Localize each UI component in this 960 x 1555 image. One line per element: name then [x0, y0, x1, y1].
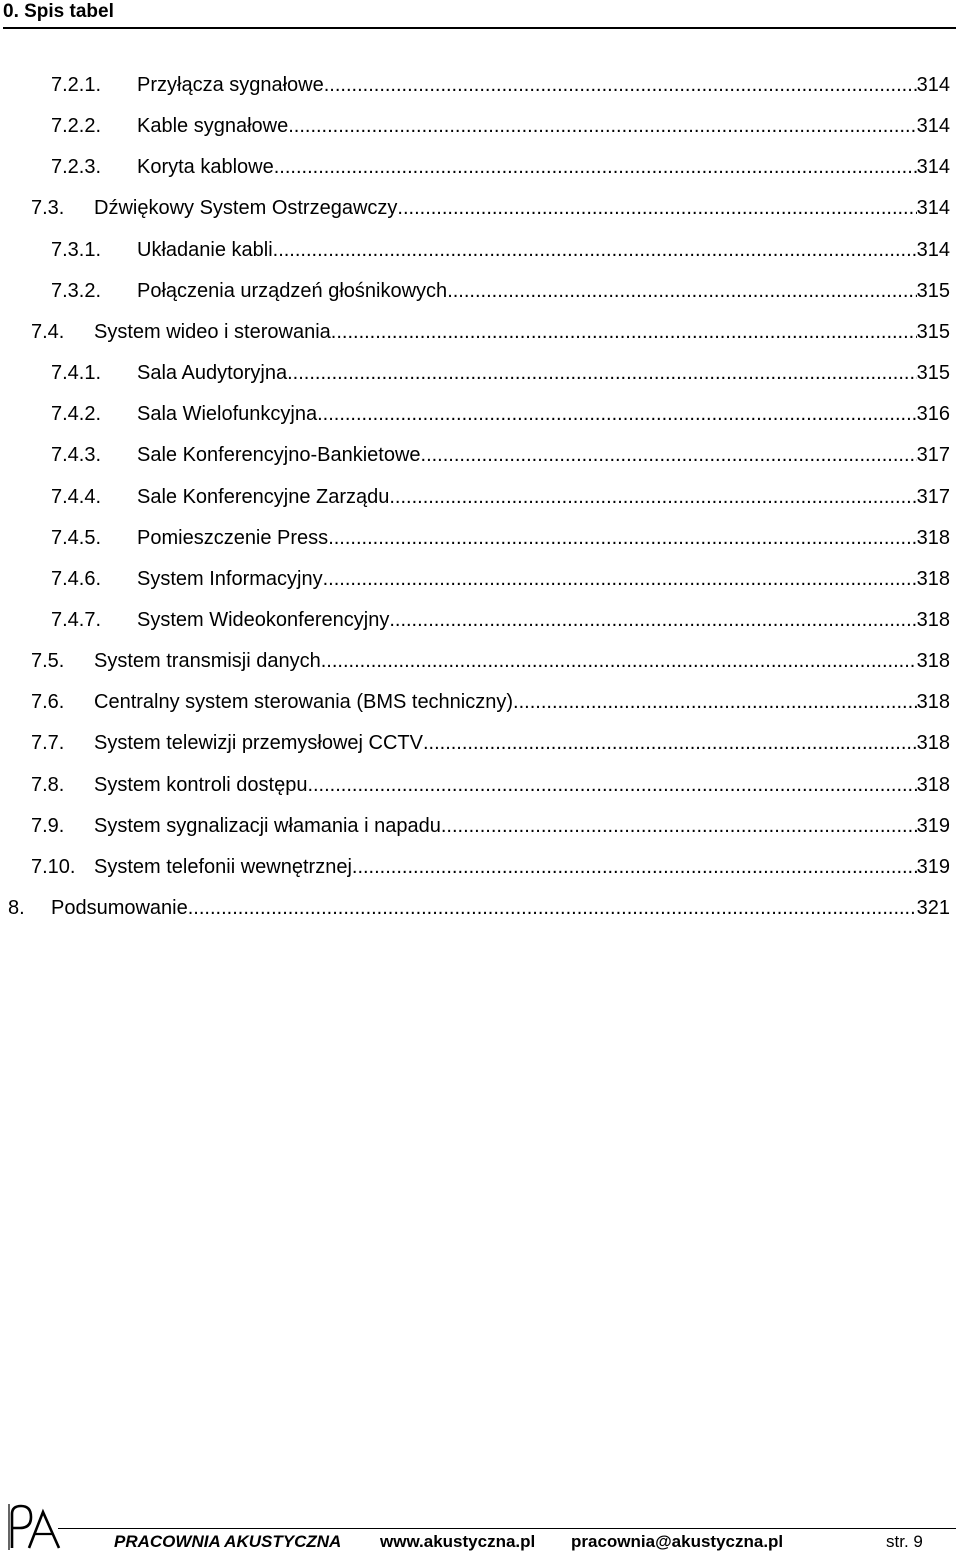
pracownia-logo [3, 1500, 69, 1552]
toc-dot-leader [513, 688, 917, 716]
toc-entry-number: 8. [8, 897, 25, 919]
toc-entry-leader-line [137, 71, 950, 99]
toc-entry[interactable] [0, 112, 960, 140]
toc-entry-title: System telefonii wewnętrznej [94, 853, 352, 881]
toc-entry-number: 7.9. [31, 815, 65, 837]
toc-entry-title: Układanie kabli [137, 236, 273, 264]
toc-dot-leader [274, 153, 917, 181]
toc-entry-page: 315 [917, 318, 950, 346]
toc-entry-page: 318 [917, 524, 950, 552]
toc-entry-page: 319 [917, 853, 950, 881]
toc-entry[interactable] [0, 771, 960, 799]
toc-entry-leader-line [137, 359, 950, 387]
toc-entry[interactable] [0, 153, 960, 181]
toc-entry-page: 314 [917, 112, 950, 140]
toc-dot-leader [273, 236, 917, 264]
toc-dot-leader [307, 771, 916, 799]
header-divider [3, 27, 956, 29]
toc-dot-leader [421, 441, 917, 469]
toc-entry-number: 7.3.1. [51, 239, 102, 261]
toc-entry-title: Koryta kablowe [137, 153, 274, 181]
toc-entry-number: 7.2.1. [51, 74, 102, 96]
toc-dot-leader [423, 729, 917, 757]
toc-entry[interactable] [0, 524, 960, 552]
toc-entry-number: 7.8. [31, 774, 65, 796]
toc-dot-leader [317, 400, 917, 428]
toc-entry-page: 318 [917, 565, 950, 593]
toc-entry[interactable] [0, 277, 960, 305]
toc-entry[interactable] [0, 853, 960, 881]
toc-entry[interactable] [0, 71, 960, 99]
toc-entry-number: 7.2.3. [51, 156, 102, 178]
toc-entry-number: 7.5. [31, 650, 65, 672]
footer-website[interactable]: www.akustyczna.pl [380, 1532, 536, 1551]
toc-dot-leader [328, 524, 916, 552]
toc-entry[interactable] [0, 647, 960, 675]
toc-entry-leader-line [137, 153, 950, 181]
toc-entry-leader-line [94, 318, 950, 346]
toc-dot-leader [188, 894, 917, 922]
toc-dot-leader [389, 606, 916, 634]
toc-entry-page: 318 [917, 771, 950, 799]
toc-entry-title: Dźwiękowy System Ostrzegawczy [94, 194, 397, 222]
toc-entry-title: System Informacyjny [137, 565, 323, 593]
toc-entry-leader-line [137, 483, 950, 511]
toc-entry-title: Przyłącza sygnałowe [137, 71, 324, 99]
toc-entry-number: 7.4.6. [51, 568, 102, 590]
toc-entry-leader-line [137, 565, 950, 593]
toc-entry-number: 7.10. [31, 856, 76, 878]
toc-entry-leader-line [51, 894, 950, 922]
toc-entry[interactable] [0, 359, 960, 387]
toc-entry-leader-line [94, 194, 950, 222]
toc-dot-leader [321, 647, 917, 675]
toc-entry-leader-line [137, 112, 950, 140]
toc-entry-number: 7.2.2. [51, 115, 102, 137]
toc-entry-leader-line [94, 688, 950, 716]
toc-entry-title: System transmisji danych [94, 647, 321, 675]
footer-email[interactable]: pracownia@akustyczna.pl [571, 1532, 784, 1551]
toc-dot-leader [324, 71, 917, 99]
toc-entry-title: Sala Audytoryjna [137, 359, 287, 387]
toc-entry-page: 318 [917, 688, 950, 716]
toc-entry-page: 319 [917, 812, 950, 840]
toc-entry-number: 7.4. [31, 321, 65, 343]
toc-entry[interactable] [0, 194, 960, 222]
toc-entry-leader-line [137, 606, 950, 634]
toc-entry-page: 318 [917, 606, 950, 634]
footer-divider [58, 1528, 956, 1529]
page-number: str. 9 [886, 1532, 923, 1551]
toc-dot-leader [288, 112, 916, 140]
toc-dot-leader [397, 194, 916, 222]
toc-entry-title: Kable sygnałowe [137, 112, 288, 140]
toc-entry[interactable] [0, 318, 960, 346]
toc-entry-page: 321 [917, 894, 950, 922]
toc-entry-leader-line [137, 236, 950, 264]
toc-entry-leader-line [94, 729, 950, 757]
footer-organization: PRACOWNIA AKUSTYCZNA [114, 1532, 342, 1551]
toc-entry-leader-line [94, 771, 950, 799]
toc-entry-leader-line [94, 812, 950, 840]
toc-entry-page: 318 [917, 647, 950, 675]
toc-entry-leader-line [137, 277, 950, 305]
toc-entry[interactable] [0, 606, 960, 634]
toc-entry-leader-line [94, 853, 950, 881]
toc-entry[interactable] [0, 565, 960, 593]
toc-entry-title: Sale Konferencyjno-Bankietowe [137, 441, 421, 469]
toc-entry-page: 317 [917, 483, 950, 511]
toc-entry-page: 316 [917, 400, 950, 428]
toc-entry-page: 314 [917, 194, 950, 222]
toc-entry[interactable] [0, 812, 960, 840]
toc-entry-number: 7.6. [31, 691, 65, 713]
toc-entry-title: Połączenia urządzeń głośnikowych [137, 277, 447, 305]
toc-entry-leader-line [94, 647, 950, 675]
toc-entry-title: System kontroli dostępu [94, 771, 307, 799]
toc-entry-leader-line [137, 441, 950, 469]
toc-dot-leader [447, 277, 916, 305]
toc-entry-page: 314 [917, 153, 950, 181]
toc-dot-leader [389, 483, 916, 511]
toc-entry-page: 315 [917, 359, 950, 387]
toc-entry-number: 7.3.2. [51, 280, 102, 302]
toc-dot-leader [441, 812, 917, 840]
toc-entry-number: 7.4.4. [51, 486, 102, 508]
toc-dot-leader [331, 318, 917, 346]
toc-entry-page: 318 [917, 729, 950, 757]
toc-entry-title: System telewizji przemysłowej CCTV [94, 729, 423, 757]
toc-entry-leader-line [137, 524, 950, 552]
toc-entry-number: 7.7. [31, 732, 65, 754]
toc-entry-page: 314 [917, 71, 950, 99]
toc-entry[interactable] [0, 483, 960, 511]
toc-entry-title: Sala Wielofunkcyjna [137, 400, 317, 428]
toc-entry-title: Sale Konferencyjne Zarządu [137, 483, 389, 511]
toc-entry[interactable] [0, 894, 960, 922]
toc-entry-title: System Wideokonferencyjny [137, 606, 389, 634]
toc-entry[interactable] [0, 236, 960, 264]
toc-entry-page: 315 [917, 277, 950, 305]
toc-entry[interactable] [0, 688, 960, 716]
toc-entry[interactable] [0, 400, 960, 428]
toc-entry-page: 317 [917, 441, 950, 469]
toc-entry[interactable] [0, 729, 960, 757]
toc-entry-leader-line [137, 400, 950, 428]
page-title: 0. Spis tabel [3, 1, 114, 22]
toc-entry-number: 7.4.3. [51, 444, 102, 466]
toc-entry-number: 7.4.7. [51, 609, 102, 631]
toc-entry-number: 7.4.5. [51, 527, 102, 549]
toc-entry-title: Pomieszczenie Press [137, 524, 328, 552]
toc-entry-title: System sygnalizacji włamania i napadu [94, 812, 441, 840]
toc-dot-leader [352, 853, 917, 881]
toc-entry[interactable] [0, 441, 960, 469]
toc-entry-title: Centralny system sterowania (BMS techniczny) [94, 688, 513, 716]
toc-dot-leader [287, 359, 917, 387]
toc-entry-page: 314 [917, 236, 950, 264]
toc-entry-number: 7.4.1. [51, 362, 102, 384]
toc-entry-title: Podsumowanie [51, 894, 188, 922]
toc-entry-number: 7.3. [31, 197, 65, 219]
toc-dot-leader [323, 565, 917, 593]
toc-entry-number: 7.4.2. [51, 403, 102, 425]
toc-entry-title: System wideo i sterowania [94, 318, 331, 346]
